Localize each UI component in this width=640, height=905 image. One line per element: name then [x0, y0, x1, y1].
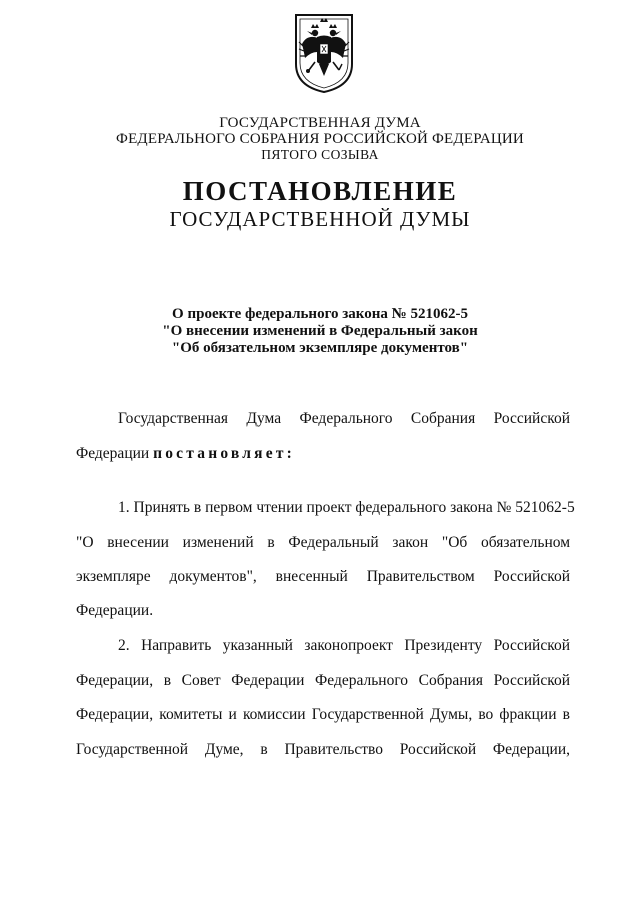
coat-of-arms-icon	[293, 12, 355, 94]
paragraph-2-line-2: Федерации, в Совет Федерации Федерального Собрания Российской	[76, 672, 570, 689]
subject-line-2: "О внесении изменений в Федеральный закон	[162, 323, 478, 339]
paragraph-1-line-4: Федерации.	[76, 602, 154, 619]
intro-prefix: Федерации	[76, 445, 154, 462]
paragraph-1-line-1: 1. Принять в первом чтении проект федерального закона № 521062-5	[118, 499, 575, 516]
subject-line-3: "Об обязательном экземпляре документов"	[171, 340, 469, 356]
document-subtitle: ГОСУДАРСТВЕННОЙ ДУМЫ	[169, 207, 471, 231]
intro-line-1: Государственная Дума Федерального Собрания Российской	[118, 410, 570, 427]
document-title: ПОСТАНОВЛЕНИЕ	[182, 176, 458, 206]
paragraph-1-line-2: "О внесении изменений в Федеральный закон "Об обязательном	[76, 534, 570, 551]
header-line-duma: ГОСУДАРСТВЕННАЯ ДУМА	[219, 115, 421, 131]
header-line-federal-assembly: ФЕДЕРАЛЬНОГО СОБРАНИЯ РОССИЙСКОЙ ФЕДЕРАЦИИ	[116, 131, 524, 147]
paragraph-2-line-3: Федерации, комитеты и комиссии Государственной Думы, во фракции в	[76, 706, 570, 723]
intro-line-2	[76, 446, 570, 462]
subject-line-1: О проекте федерального закона № 521062-5	[172, 306, 468, 322]
resolution-verb: постановляет:	[153, 445, 295, 462]
paragraph-2-line-4: Государственной Думе, в Правительство Российской Федерации,	[76, 741, 570, 758]
paragraph-1-line-3: экземпляре документов", внесенный Правительством Российской	[76, 568, 570, 585]
paragraph-2-line-1: 2. Направить указанный законопроект Президенту Российской	[118, 637, 570, 654]
header-line-convocation: ПЯТОГО СОЗЫВА	[261, 147, 379, 162]
